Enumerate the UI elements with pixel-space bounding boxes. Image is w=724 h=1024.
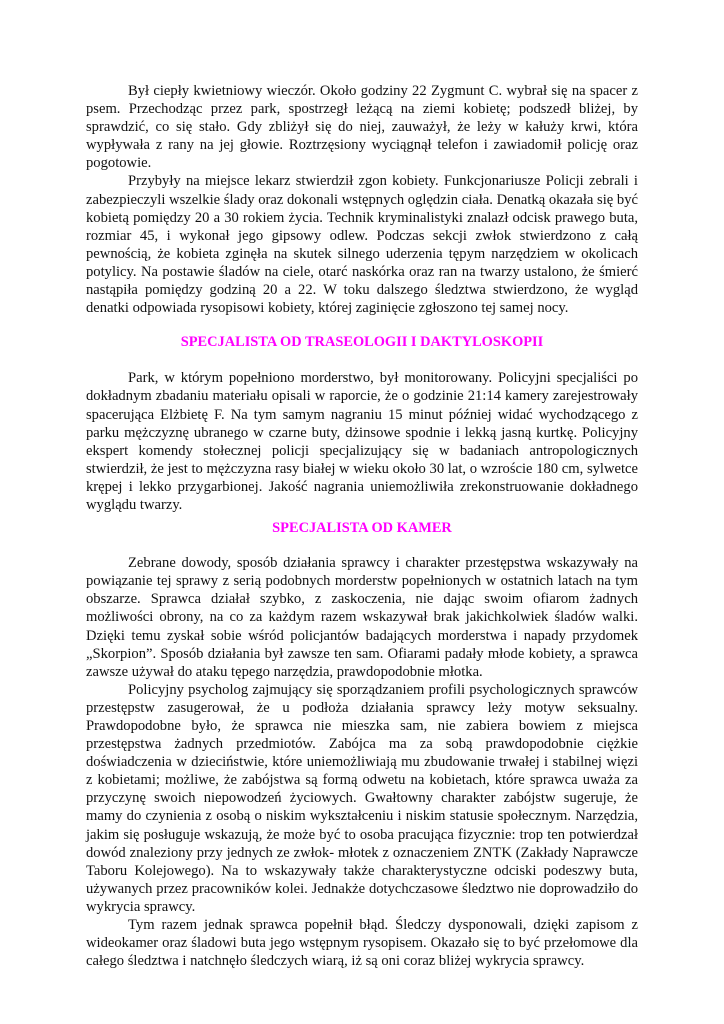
- section-heading-traseology: SPECJALISTA OD TRASEOLOGII I DAKTYLOSKOPII: [180, 334, 544, 351]
- document-page: [86, 82, 638, 970]
- paragraph-psychologist: Policyjny psycholog zajmujący się sporządzaniem profili psychologicznych sprawców przestępstw zasugerował, że u podłoża działania sprawcy leży motyw seksualny. Prawdopodobne było, że sprawca nie mieszka sam, nie zabiera bowiem z miejsca przestępstwa żadnych przedmiotów. Zabójca ma za sobą prawdopodobnie ciężkie doświadczenia w dzieciństwie, które uniemożliwiają mu zbudowanie trwałej i stabilnej więzi z kobietami; możliwe, że zabójstwa są formą odwetu na kobietach, które sprawca uważa za przyczynę swoich niepowodzeń życiowych. Gwałtowny charakter zabójstw sugeruje, że mamy do czynienia z osobą o niskim wykształceniu i niskim statusie społecznym. Narzędzia, jakim się posługuje wskazują, że może być to osoba pracująca fizycznie: trop ten potwierdzał dowód znaleziony przy jednych ze zwłok- młotek z oznaczeniem ZNTK (Zakłady Naprawcze Taboru Kolejowego). Na to wskazywały także charakterystyczne odciski podeszwy buta, używanych przez pracowników kolei. Jednakże dotychczasowe śledztwo nie doprowadziło do wykrycia sprawcy.: [86, 681, 638, 915]
- paragraph-cameras: Park, w którym popełniono morderstwo, był monitorowany. Policyjni specjaliści po dokładnym zbadaniu materiału opisali w raporcie, że o godzinie 21:14 kamery zarejestrowały spacerująca Elżbietę F. Na tym samym nagraniu 15 minut później widać wychodzącego z parku mężczyznę ubranego w czarne buty, dżinsowe spodnie i lekką jasną kurtkę. Policyjny ekspert komendy stołecznej policji specjalizujący się w badaniach antropologicznych stwierdził, że jest to mężczyzna rasy białej w wieku około 30 lat, o wzroście 180 cm, sylwetce krępej i lekko przygarbionej. Jakość nagrania uniemożliwiła zrekonstruowanie dokładnego wyglądu twarzy.: [86, 370, 638, 513]
- paragraph-breakthrough: Tym razem jednak sprawca popełnił błąd. Śledczy dysponowali, dzięki zapisom z wideokamer oraz śladowi buta jego wstępnym rysopisem. Okazało się to być przełomowe dla całego śledztwa i natchnęło śledczych wiarą, iż są oni coraz bliżej wykrycia sprawcy.: [86, 917, 638, 970]
- paragraph-investigation: Przybyły na miejsce lekarz stwierdził zgon kobiety. Funkcjonariusze Policji zebrali i zabezpieczyli wszelkie ślady oraz dokonali wstępnych oględzin ciała. Denatką okazała się być kobietą pomiędzy 20 a 30 rokiem życia. Technik kryminalistyki znalazł odcisk prawego buta, rozmiar 45, i wykonał jego gipsowy odlew. Podczas sekcji zwłok stwierdzono z całą pewnością, że kobieta zginęła na skutek silnego uderzenia tępym narzędziem w okolicach potylicy. Na postawie śladów na ciele, otarć naskórka oraz ran na twarzy ustalono, że śmierć nastąpiła pomiędzy godziną 20 a 22. W toku dalszego śledztwa stwierdzono, że wygląd denatki odpowiada rysopisowi kobiety, której zaginięcie zgłoszono tej samej nocy.: [86, 173, 638, 317]
- section-heading-cameras: SPECJALISTA OD KAMER: [272, 520, 452, 537]
- paragraph-discovery: Był ciepły kwietniowy wieczór. Około godziny 22 Zygmunt C. wybrał się na spacer z psem. Przechodząc przez park, spostrzegł leżącą na ziemi kobietę; podszedł bliżej, by sprawdzić, co się stało. Gdy zbliżył się do niej, zauważył, że leży w kałuży krwi, która wypływała z rany na jej głowie. Roztrzęsiony wyciągnął telefon i zawiadomił policję oraz pogotowie.: [86, 83, 638, 172]
- paragraph-evidence: Zebrane dowody, sposób działania sprawcy i charakter przestępstwa wskazywały na powiązanie tej sprawy z serią podobnych morderstw popełnionych w ostatnich latach na tym obszarze. Sprawca działał szybko, z zaskoczenia, nie dając swoim ofiarom żadnych możliwości obrony, na co za każdym razem wskazywał brak jakichkolwiek śladów walki. Dzięki temu zyskał sobie wśród policjantów badających morderstwa i napady przydomek „Skorpion”. Sposób działania był zawsze ten sam. Ofiarami padały młode kobiety, a sprawca zawsze używał do ataku tępego narzędzia, prawdopodobnie młotka.: [86, 555, 638, 680]
